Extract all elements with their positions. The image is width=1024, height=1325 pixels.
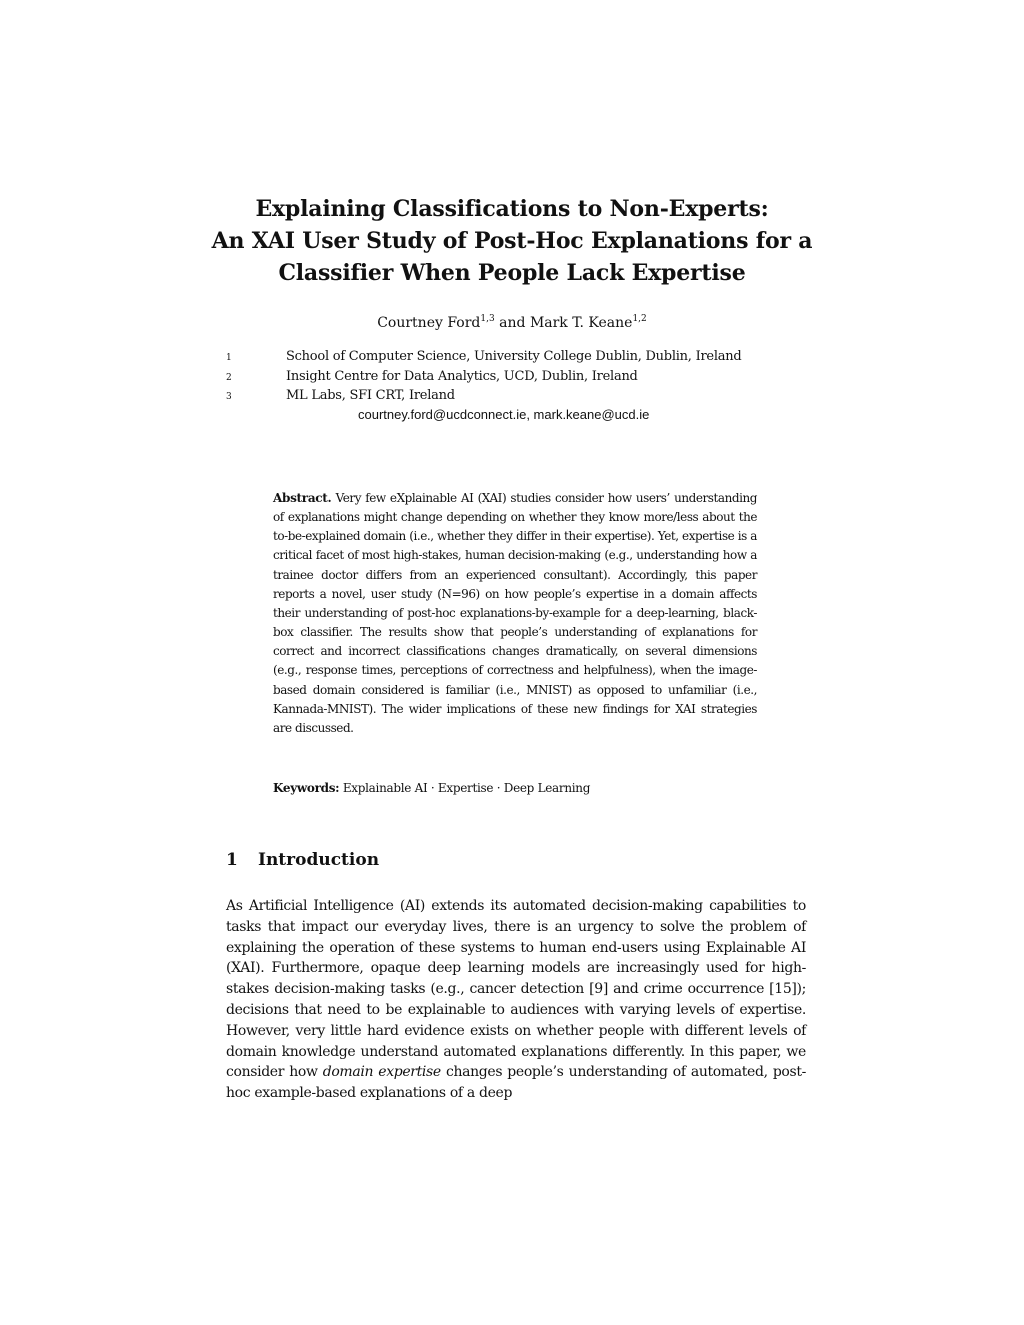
affiliation-number: 3 [226,392,232,402]
keywords-label: Keywords: [273,781,340,795]
author-emails: courtney.ford@ucdconnect.ie, mark.keane@ucd.ie [358,407,650,422]
intro-emphasis: domain expertise [322,1064,441,1081]
section-title: Introduction [258,850,380,870]
author-connector: and [494,315,530,331]
affiliation-text: School of Computer Science, University College Dublin, Dublin, Ireland [286,349,742,364]
abstract-label: Abstract. [273,491,332,505]
affiliation-text: Insight Centre for Data Analytics, UCD, Dublin, Ireland [286,368,638,384]
intro-text-continued: changes people’s understanding of automated, post-hoc example-based explanations of a deep [226,1064,807,1102]
author-list [160,313,864,333]
author-affiliation-marker: 1,2 [632,314,647,324]
affiliation-item [0,347,1024,367]
affiliation-number: 1 [226,353,232,363]
title-line-3: Classifier When People Lack Expertise [278,260,746,286]
keywords [273,779,757,798]
introduction-paragraph [226,896,806,1104]
author-name: Courtney Ford [377,315,481,331]
affiliation-text: ML Labs, SFI CRT, Ireland [286,388,455,403]
title-line-1: Explaining Classifications to Non-Experts: [255,196,769,222]
affiliation-list [0,347,1024,406]
abstract-text: Very few eXplainable AI (XAI) studies consider how users’ understanding of explanations might change depending on whether they know more/less about the to-be-explained domain (i.e., whether they differ in their expertise). Yet, expertise is a critical facet of most high-stakes, human decision-making (e.g., understanding how a trainee doctor differs from an experienced consultant). Accordingly, this paper reports a novel, user study (N=96) on how people’s expertise in a domain affects their understanding of post-hoc explanations-by-example for a deep-learning, black-box classifier. The results show that people’s understanding of explanations for correct and incorrect classifications changes dramatically, on several dimensions (e.g., response times, perceptions of correctness and helpfulness), when the image-based domain considered is familiar (i.e., MNIST) as opposed to unfamiliar (i.e., Kannada-MNIST). The wider implications of these new findings for XAI strategies are discussed. [273,491,757,735]
author-name: Mark T. Keane [529,315,633,331]
author-affiliation-marker: 1,3 [480,314,495,324]
section-number: 1 [226,850,238,870]
paper-title [160,193,864,289]
affiliation-item [0,367,1024,387]
intro-text: As Artificial Intelligence (AI) extends its automated decision-making capabilities to tasks that impact our everyday lives, there is an urgency to solve the problem of explaining the operation of these systems to human end-users using Explainable AI (XAI). Furthermore, opaque deep learning models are increasingly used for high-stakes decision-making tasks (e.g., cancer detection [9] and crime occurrence [15]); decisions that need to be explainable to audiences with varying levels of expertise. However, very little hard evidence exists on whether people with different levels of domain knowledge understand automated explanations differently. In this paper, we consider how [226,898,806,1081]
title-line-2: An XAI User Study of Post-Hoc Explanations for a [211,228,813,254]
keywords-text: Explainable AI · Expertise · Deep Learning [339,781,591,795]
abstract [273,489,757,738]
affiliation-item [0,386,1024,406]
section-heading [226,848,379,872]
affiliation-number: 2 [226,372,232,383]
